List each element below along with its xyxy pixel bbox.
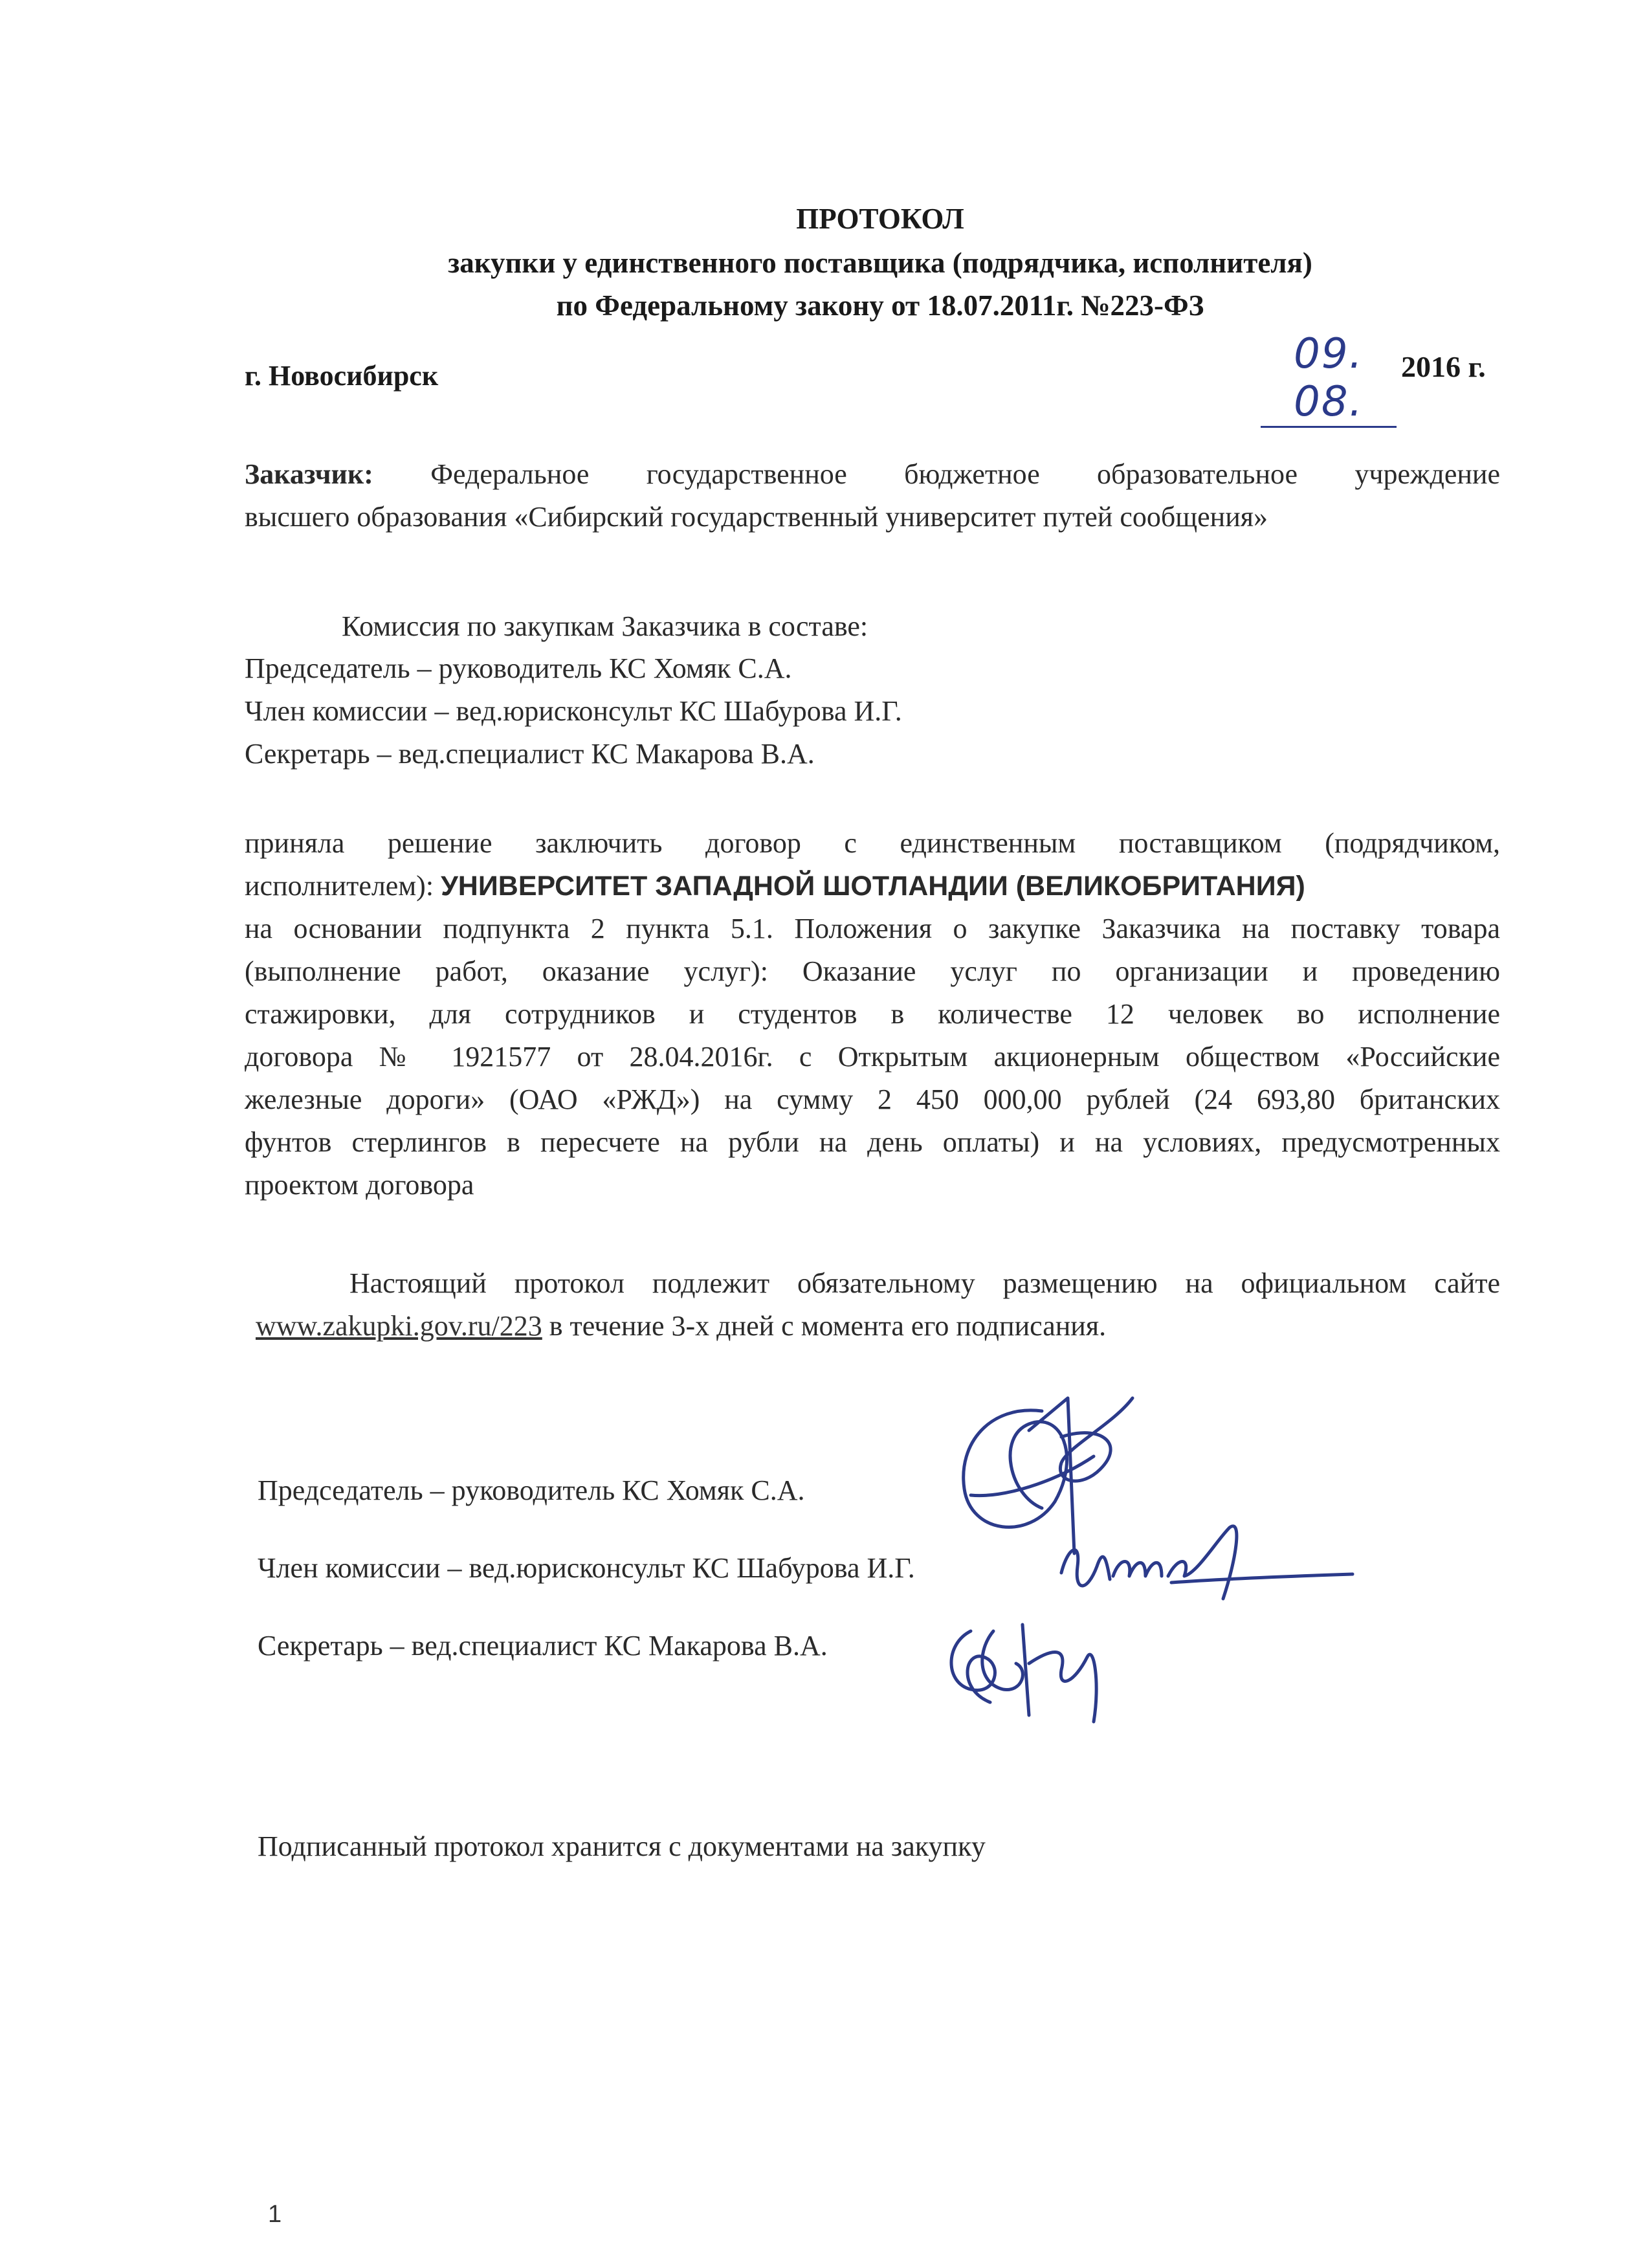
zakupki-link[interactable]: www.zakupki.gov.ru/223 (256, 1310, 542, 1342)
signature-scribble-lawyer (1048, 1521, 1359, 1612)
commission-member-secretary: Секретарь – вед.специалист КС Макарова В.А. (245, 738, 815, 770)
document-subtitle-line2: по Федеральному закону от 18.07.2011г. №223-ФЗ (556, 289, 1204, 322)
city: г. Новосибирск (245, 360, 439, 392)
handwritten-date: 09. 08. (1261, 330, 1397, 428)
decision-line9: проектом договора (245, 1169, 474, 1201)
page-number: 1 (268, 2201, 282, 2228)
customer-name-part1: Федеральное государственное бюджетное образовательное учреждение (430, 458, 1500, 490)
supplier-name: УНИВЕРСИТЕТ ЗАПАДНОЙ ШОТЛАНДИИ (ВЕЛИКОБРИТАНИЯ) (441, 871, 1305, 902)
commission-member-lawyer: Член комиссии – вед.юрисконсульт КС Шабурова И.Г. (245, 695, 902, 727)
document-title: ПРОТОКОЛ (796, 203, 964, 235)
publication-line1: Настоящий протокол подлежит обязательному размещению на официальном сайте (349, 1267, 1500, 1299)
decision-line8: фунтов стерлингов в пересчете на рубли на день оплаты) и на условиях, предусмотренных (245, 1126, 1500, 1158)
decision-line2 (245, 865, 1305, 907)
customer-label: Заказчик: (245, 458, 373, 490)
customer-line1 (245, 453, 1500, 496)
document-subtitle-line1: закупки у единственного поставщика (подрядчика, исполнителя) (448, 247, 1312, 279)
footer-note: Подписанный протокол хранится с документами на закупку (258, 1830, 986, 1862)
signature-secretary: Секретарь – вед.специалист КС Макарова В.А. (258, 1630, 828, 1662)
decision-line5: стажировки, для сотрудников и студентов в количестве 12 человек во исполнение (245, 998, 1500, 1030)
decision-line2-prefix: исполнителем): (245, 870, 434, 902)
decision-line6: договора № 1921577 от 28.04.2016г. с Открытым акционерным обществом «Российские (245, 1041, 1500, 1073)
customer-line2: высшего образования «Сибирский государственный университет путей сообщения» (245, 501, 1268, 533)
signature-lawyer: Член комиссии – вед.юрисконсульт КС Шабурова И.Г. (258, 1552, 915, 1584)
publication-line2-rest: в течение 3-х дней с момента его подписания. (542, 1310, 1107, 1342)
signature-scribble-secretary (932, 1605, 1126, 1735)
decision-line1: приняла решение заключить договор с единственным поставщиком (подрядчиком, (245, 827, 1500, 859)
commission-member-chair: Председатель – руководитель КС Хомяк С.А. (245, 652, 792, 684)
commission-intro: Комиссия по закупкам Заказчика в составе: (342, 610, 868, 642)
decision-line7: железные дороги» (ОАО «РЖД») на сумму 2 450 000,00 рублей (24 693,80 британских (245, 1084, 1500, 1115)
signature-chair: Председатель – руководитель КС Хомяк С.А. (258, 1474, 805, 1506)
year: 2016 г. (1401, 350, 1486, 383)
publication-line2 (256, 1305, 1106, 1348)
decision-line4: (выполнение работ, оказание услуг): Оказание услуг по организации и проведению (245, 955, 1500, 987)
decision-line3: на основании подпункта 2 пункта 5.1. Положения о закупке Заказчика на поставку товара (245, 913, 1500, 944)
